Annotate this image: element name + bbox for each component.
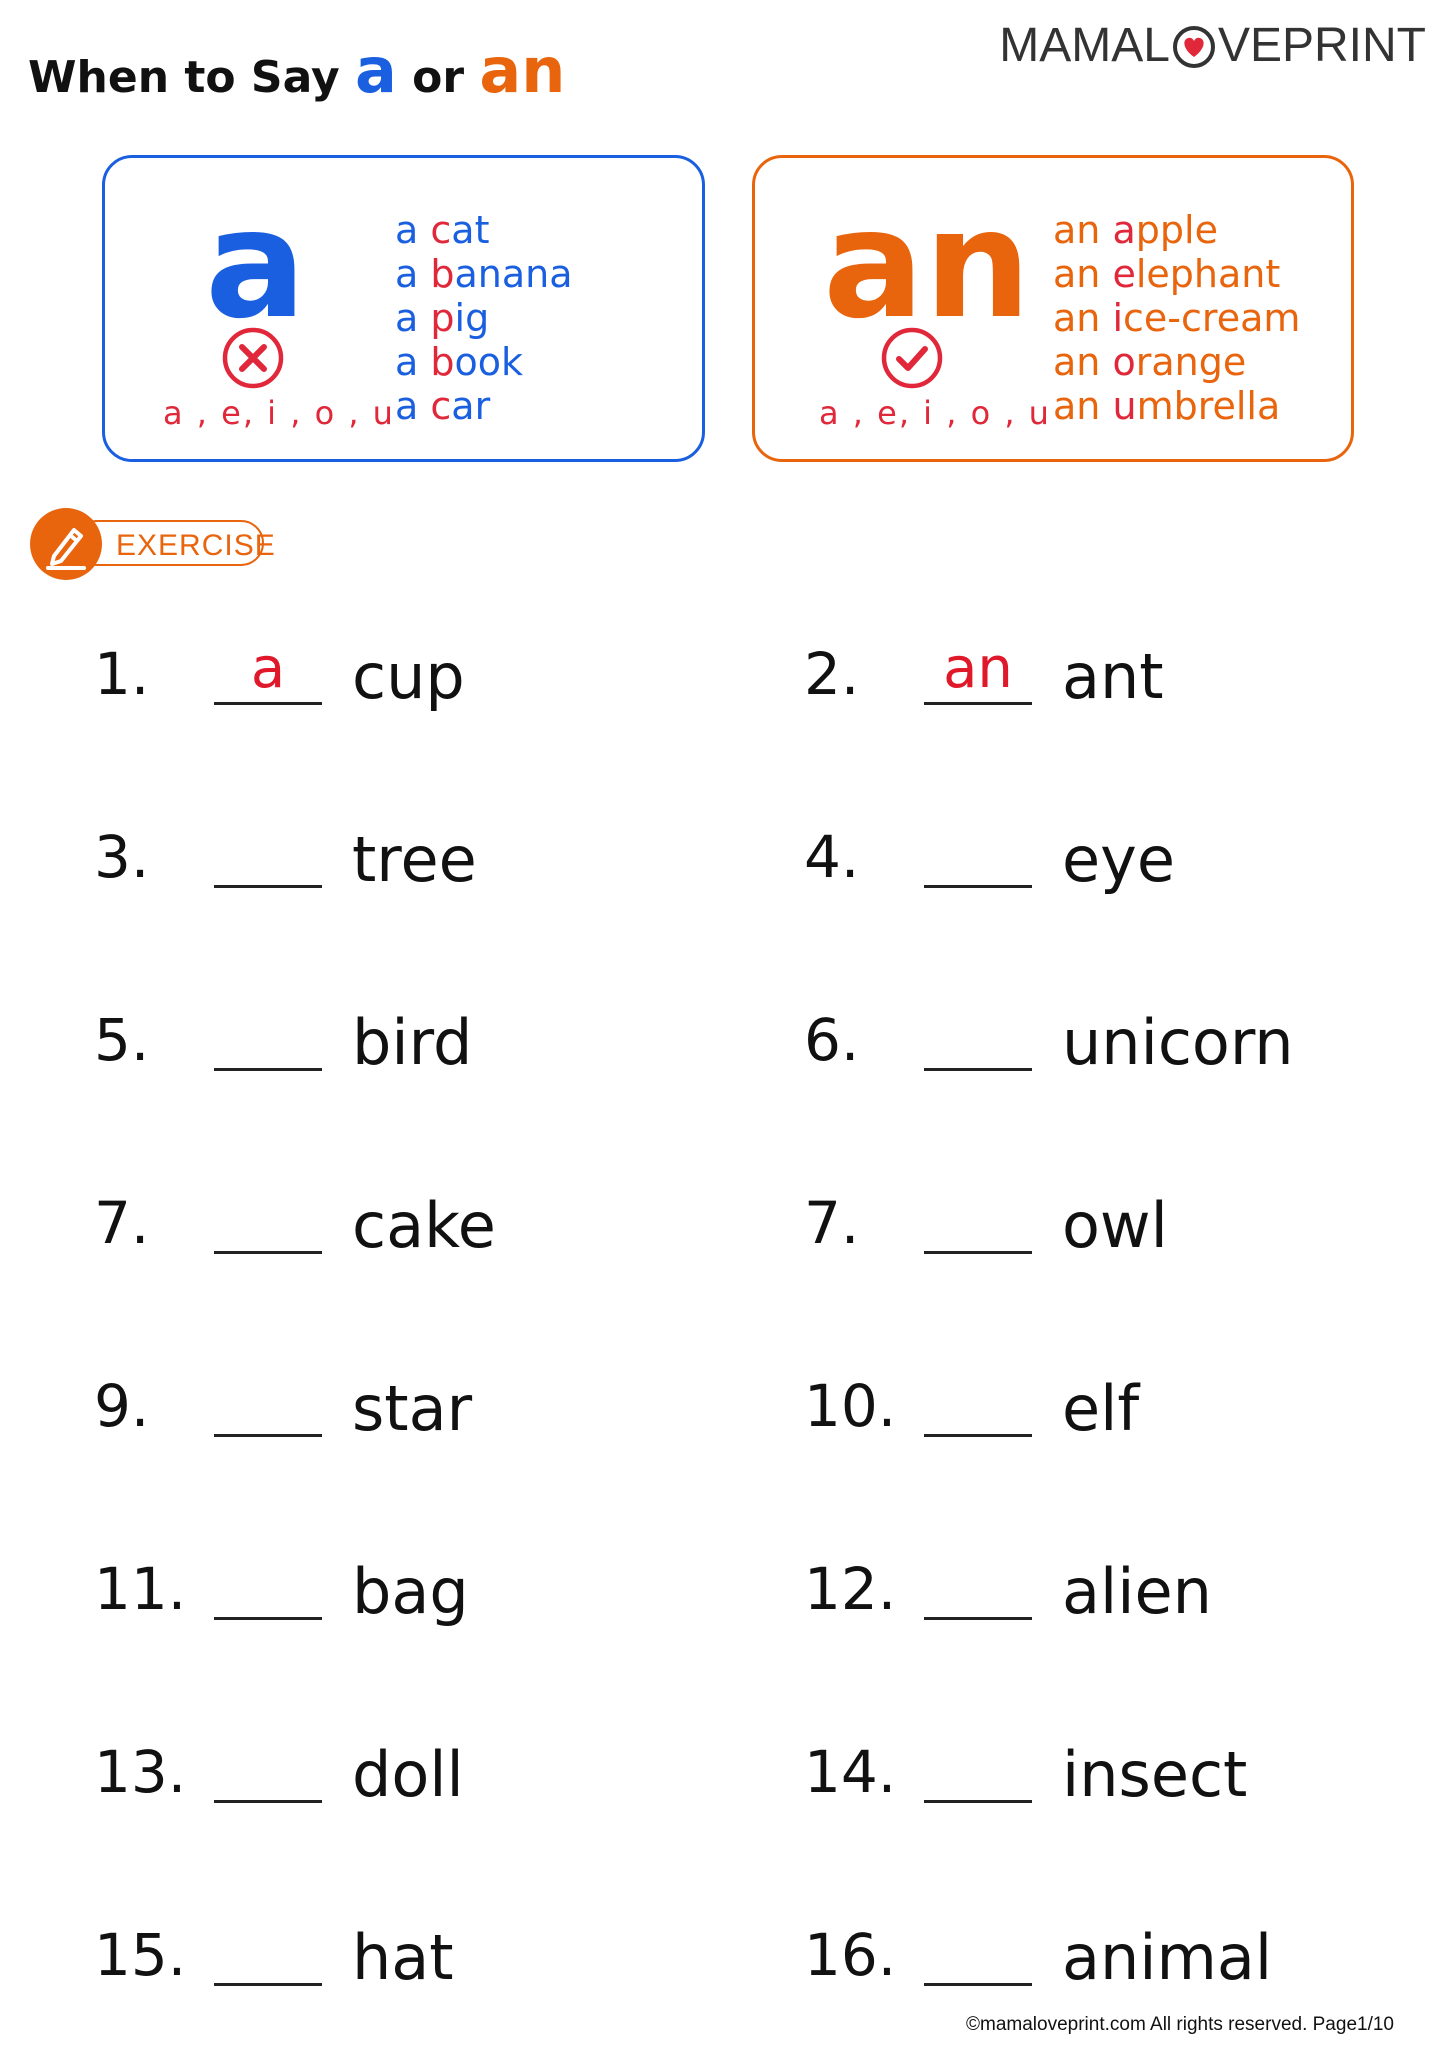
example-article: an [1053,340,1101,384]
item-number: 3. [94,823,150,891]
example-article: a [395,340,419,384]
title-an: an [479,34,566,107]
answer-blank[interactable] [214,885,322,888]
item-word: ant [1062,640,1164,713]
answer-blank[interactable] [924,1983,1032,1986]
card-a-examples [395,208,573,428]
brand-logo [999,18,1426,73]
example-row [1053,384,1300,428]
item-number: 2. [804,640,860,708]
example-word-rest: anana [454,252,573,296]
answer-text: a [250,636,286,701]
card-an-examples [1053,208,1300,428]
example-word-rest: ar [451,384,491,428]
example-article: a [395,252,419,296]
item-number: 1. [94,640,150,708]
answer-blank[interactable] [924,1434,1032,1437]
title-or: or [412,52,465,103]
item-number: 11. [94,1555,187,1623]
item-word: alien [1062,1555,1212,1628]
card-an [752,155,1354,462]
item-word: insect [1062,1738,1248,1811]
example-first-letter: a [1112,208,1136,252]
item-number: 16. [804,1921,897,1989]
example-article: an [1053,208,1101,252]
answer-blank[interactable] [214,1068,322,1071]
card-a-vowels: a , e, i , o , u [163,394,395,432]
item-word: hat [352,1921,454,1994]
example-first-letter: u [1112,384,1137,428]
answer-text: an [943,636,1013,701]
item-number: 5. [94,1006,150,1074]
answer-blank[interactable] [924,1617,1032,1620]
item-word: animal [1062,1921,1273,1994]
card-a [102,155,705,462]
exercise-label: EXERCISE [116,529,276,562]
example-word-rest: mbrella [1136,384,1281,428]
example-word-rest: at [451,208,490,252]
example-word-rest: ig [454,296,490,340]
item-word: tree [352,823,477,896]
answer-blank[interactable] [924,702,1032,705]
example-word-rest: ook [454,340,524,384]
check-circle-icon [880,326,944,390]
example-article: a [395,384,419,428]
example-row [395,296,573,340]
example-article: a [395,296,419,340]
example-article: an [1053,252,1101,296]
answer-blank[interactable] [214,1434,322,1437]
example-word-rest: pple [1135,208,1218,252]
item-number: 14. [804,1738,897,1806]
item-word: bag [352,1555,469,1628]
example-article: an [1053,296,1101,340]
example-word-rest: lephant [1135,252,1281,296]
item-number: 9. [94,1372,150,1440]
example-row [1053,340,1300,384]
item-word: star [352,1372,473,1445]
answer-blank[interactable] [924,1068,1032,1071]
page-title [28,34,565,107]
item-number: 6. [804,1006,860,1074]
example-first-letter: e [1112,252,1136,296]
example-row [1053,252,1300,296]
exercise-pill [74,520,276,566]
answer-blank[interactable] [214,702,322,705]
answer-blank[interactable] [214,1251,322,1254]
item-word: owl [1062,1189,1168,1262]
answer-blank[interactable] [214,1983,322,1986]
logo-text-left: MAMAL [999,19,1170,72]
answer-blank[interactable] [924,1251,1032,1254]
example-word-rest: ce-cream [1123,296,1301,340]
item-number: 4. [804,823,860,891]
logo-text-right: VEPRINT [1217,19,1426,72]
example-first-letter: b [430,252,455,296]
title-prefix: When to Say [28,52,340,103]
example-article: a [395,208,419,252]
answer-blank[interactable] [924,885,1032,888]
example-row [395,384,573,428]
item-word: bird [352,1006,473,1079]
item-number: 10. [804,1372,897,1440]
example-first-letter: b [430,340,455,384]
item-number: 12. [804,1555,897,1623]
item-word: elf [1062,1372,1140,1445]
example-row [395,208,573,252]
item-word: eye [1062,823,1175,896]
item-number: 7. [804,1189,860,1257]
example-first-letter: p [430,296,455,340]
item-word: cake [352,1189,496,1262]
example-row [1053,296,1300,340]
example-row [395,340,573,384]
example-word-rest: range [1135,340,1247,384]
answer-blank[interactable] [924,1800,1032,1803]
pencil-icon [30,508,102,580]
example-first-letter: c [430,384,452,428]
example-first-letter: c [430,208,452,252]
example-first-letter: o [1112,340,1136,384]
item-word: cup [352,640,465,713]
heart-icon [1171,23,1217,69]
item-word: unicorn [1062,1006,1294,1079]
title-a: a [354,34,397,107]
example-article: an [1053,384,1101,428]
card-an-letter: an [823,178,1032,352]
example-first-letter: i [1112,296,1124,340]
item-number: 15. [94,1921,187,1989]
card-a-letter: a [205,178,307,352]
example-row [1053,208,1300,252]
copyright-footer: ©mamaloveprint.com All rights reserved. Page1/10 [966,2014,1394,2035]
x-circle-icon [221,326,285,390]
example-row [395,252,573,296]
card-an-vowels: a , e, i , o , u [819,394,1051,432]
item-number: 13. [94,1738,187,1806]
item-number: 7. [94,1189,150,1257]
item-word: doll [352,1738,464,1811]
answer-blank[interactable] [214,1617,322,1620]
answer-blank[interactable] [214,1800,322,1803]
